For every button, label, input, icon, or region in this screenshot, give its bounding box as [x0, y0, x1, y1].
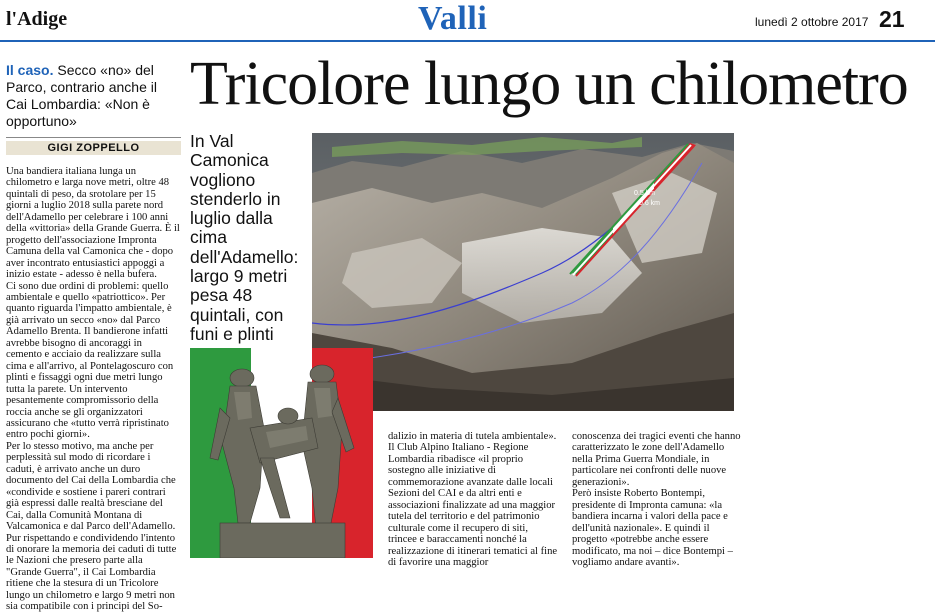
distance-label-b: 0.6 km: [639, 200, 661, 207]
section-title: Valli: [418, 0, 488, 37]
paragraph: Però insiste Roberto Bontempi, presidente di Impronta camuna: «la bandiera incarna i valori della pace e dell'unità nazionale». E quindi il progetto «potrebbe anche essere modificato, ma noi – dice Bontempi – vogliamo andare avanti».: [572, 488, 733, 568]
paragraph: dalizio in materia di tutela ambientale».: [388, 431, 557, 442]
masthead-rule: [0, 40, 935, 42]
mountain-illustration: [312, 133, 734, 411]
paragraph: Una bandiera italiana lunga un chilometro e larga nove metri, oltre 48 quintali di peso, da srotolare per 15 giorni a luglio 2018 sulla parete nord dell'Adamello per celebrare i 100 anni della «vittoria» della Grande Guerra. È il progetto dell'associazione Impronta Camuna della val Camonica che - dopo aver incontrato entusiastici appoggi a inizio estate - adesso è nella bufera.: [6, 166, 180, 281]
adamello-photo: [312, 133, 734, 411]
paragraph: Per lo stesso motivo, ma anche per perplessità sul modo di ricordare i caduti, è arrivato anche un duro documento del Cai della Lombardia che «condivide e sostiene i pareri contrari già espressi dalle realtà bresciane del Cai, dalla Comunità Montana di Valcamonica e dal Parco dell'Adamello. Pur rispettando e condividendo l'intento di onorare la memoria dei caduti di tutte le Nazioni che presero parte alla "Grande Guerra", il Cai Lombardia ritiene che la stesura di un Tricolore lungo un chilometro e largo 9 metri non sia compatibile con i principi del So-: [6, 440, 177, 613]
kicker-text: Secco «no» del Parco, contrario anche il Cai Lombardia: «Non è opportuno»: [6, 62, 157, 129]
headline: Tricolore lungo un chilometro: [190, 50, 908, 118]
body-column-3: [388, 431, 558, 568]
paragraph: Il Club Alpino Italiano - Regione Lombardia ribadisce «il proprio sostegno alle iniziative di commemorazione avanzate dalle locali Sezioni del CAI e da altri enti e associazioni finalizzate ad una maggior tutela del territorio e del patrimonio culturale come il recupero di siti, trincee e baraccamenti nonché la realizzazione di itinerari tematici al fine di favorire una maggior: [388, 442, 558, 568]
issue-date: lunedì 2 ottobre 2017: [755, 15, 869, 29]
byline: GIGI ZOPPELLO: [47, 142, 140, 154]
paragraph: Ci sono due ordini di problemi: quello ambientale e quello «patriottico». Per quanto riguarda l'impatto ambientale, è già arrivato un secco «no» dal Parco Adamello Brenta. Il bandierone infatti avrebbe bisogno di ancoraggi in cemento e acciaio da realizzare sulla cima e all'arrivo, al Pontelagoscuro con plinti e fissaggi ogni due metri lungo tutta la parete. Un intervento pesantemente compromissorio della roccia anche se gli organizzatori assicurano che «tutto verrà ripristinato entro pochi giorni».: [6, 280, 174, 441]
memorial-illustration: [190, 348, 373, 558]
distance-label-a: 0.5 km: [634, 190, 656, 197]
paper-name: l'Adige: [6, 8, 68, 30]
page-number: 21: [879, 6, 905, 32]
paragraph: conoscenza dei tragici eventi che hanno caratterizzato le zone dell'Adamello nella Prima Guerra Mondiale, in particolare nei confronti delle nuove generazioni».: [572, 431, 741, 488]
summary-deck: In Val Camonica vogliono stenderlo in luglio dalla cima dell'Adamello: largo 9 metri pesa 48 quintali, con funi e plinti: [190, 131, 299, 344]
body-column-4: [572, 431, 742, 568]
body-column-1: [6, 166, 180, 613]
author-rule: [6, 137, 181, 138]
kicker: [6, 62, 176, 130]
war-memorial-photo: [190, 348, 373, 558]
kicker-lead: Il caso.: [6, 62, 54, 78]
